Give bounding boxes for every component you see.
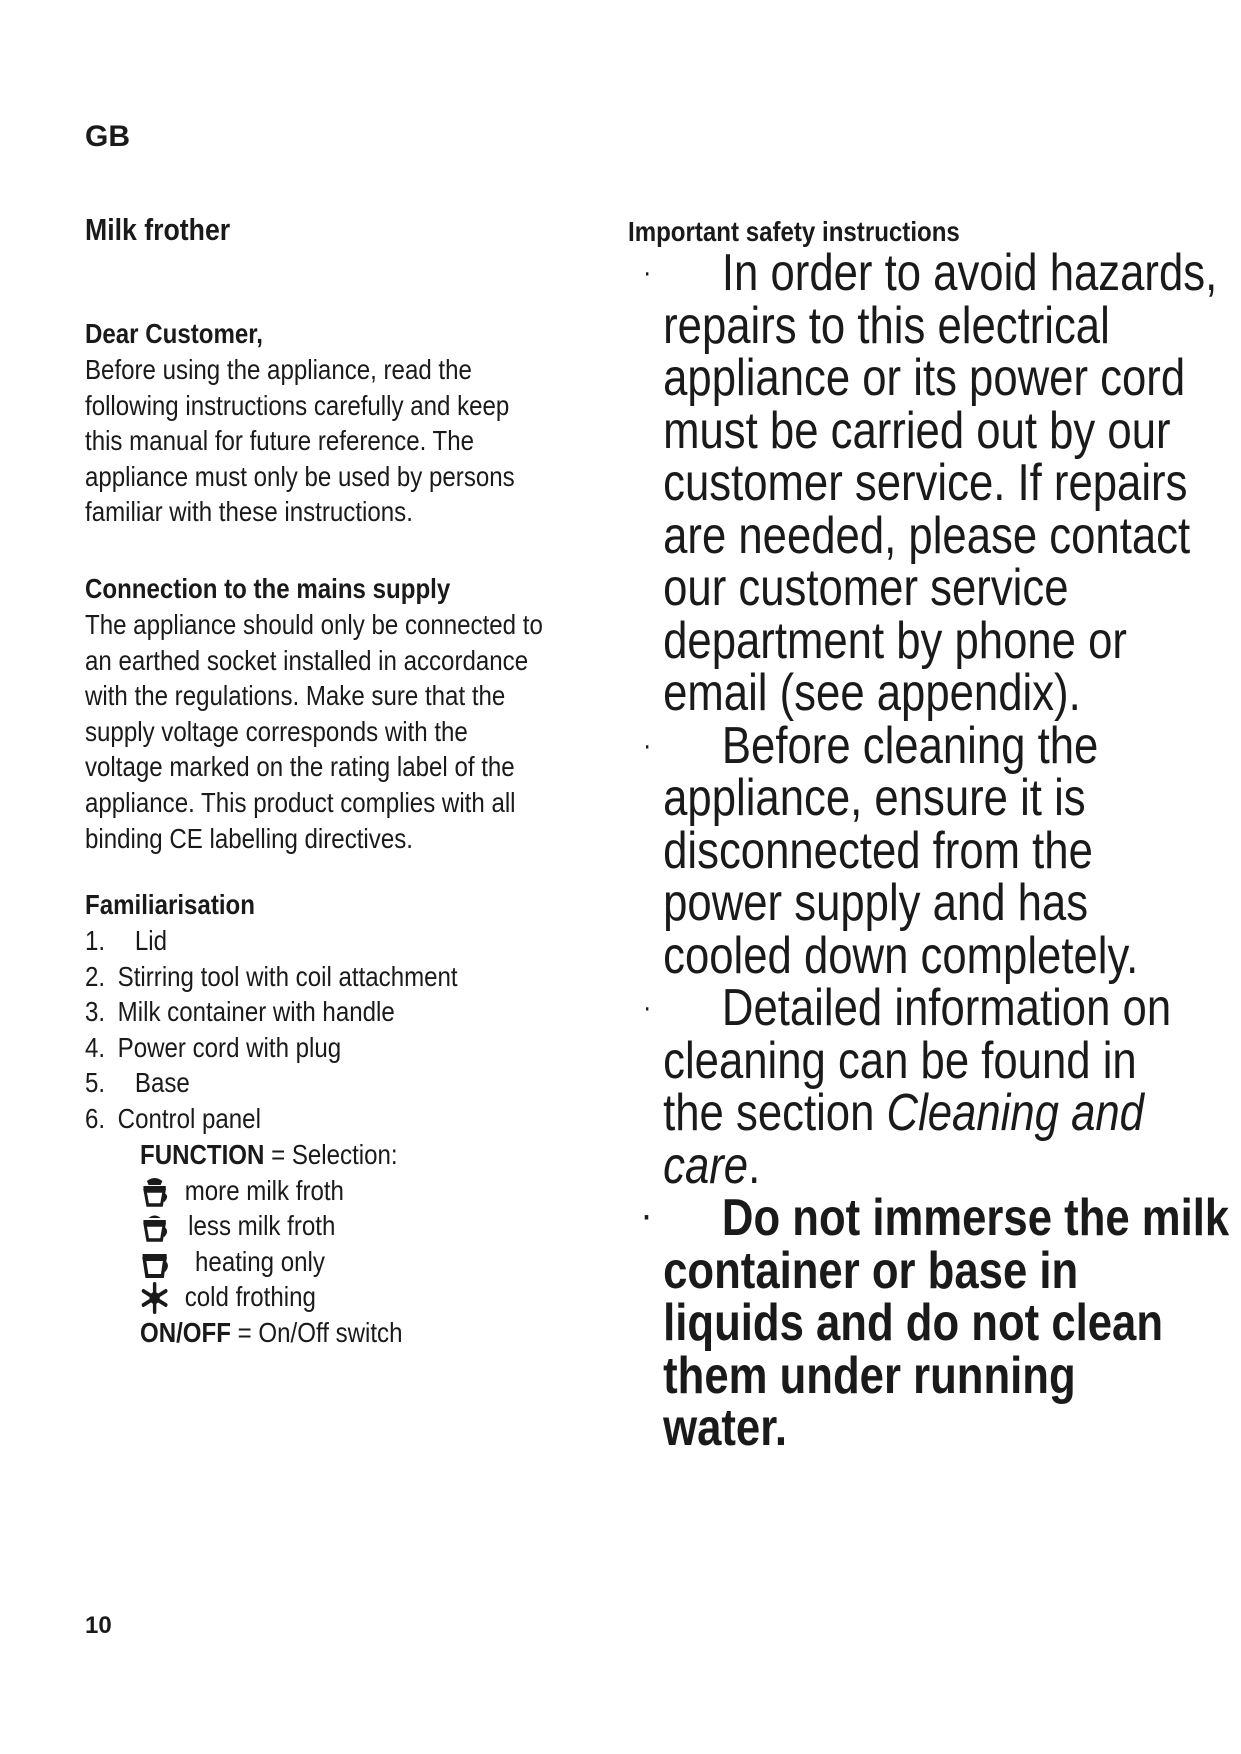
bullet-line: customer service. If repairs: [663, 454, 1188, 512]
language-code: GB: [85, 120, 130, 153]
bullet-dot: ·: [642, 728, 652, 762]
bullet-line: liquids and do not clean: [663, 1294, 1164, 1352]
bullet-line: them under running: [663, 1346, 1076, 1405]
safety-bullets: [642, 244, 1230, 1457]
bullet-line: Do not immerse the milk: [721, 1189, 1230, 1247]
connection-section: [85, 573, 625, 856]
familiarisation-heading: Familiarisation: [85, 889, 255, 920]
page-number: 10: [85, 1612, 112, 1639]
bullet-line: repairs to this electrical: [663, 296, 1110, 355]
mode-row: [140, 1244, 501, 1280]
bullet-line: container or base in: [663, 1241, 1079, 1300]
text-line: appliance. This product complies with all: [85, 786, 516, 818]
text-line: with the regulations. Make sure that the: [85, 680, 506, 712]
list-item: 5. Base: [85, 1067, 190, 1099]
bullet-line: power supply and has: [663, 874, 1089, 932]
text-line: appliance must only be used by persons: [85, 460, 515, 492]
text-line: supply voltage corresponds with the: [85, 715, 468, 747]
bullet-dot: ·: [642, 1201, 652, 1234]
cup-high-froth-icon: [140, 1175, 169, 1209]
bullet-line: Detailed information on: [721, 979, 1172, 1037]
text-line: voltage marked on the rating label of the: [85, 751, 515, 783]
text-line: familiar with these instructions.: [85, 496, 413, 528]
list-item: 3. Milk container with handle: [85, 996, 395, 1028]
section-reference: care: [663, 1136, 749, 1195]
cup-heat-icon: [140, 1246, 169, 1280]
text-line: an earthed socket installed in accordance: [85, 644, 529, 676]
bullet-line: department by phone or: [663, 611, 1127, 670]
function-row: [140, 1137, 501, 1173]
bullet-line: appliance, ensure it is: [663, 769, 1086, 827]
bullet-line: must be carried out by our: [663, 401, 1171, 460]
snowflake-icon: [140, 1281, 169, 1315]
parts-list: [85, 923, 549, 1137]
mode-label: less milk froth: [188, 1210, 336, 1242]
text-line: binding CE labelling directives.: [85, 822, 413, 854]
bullet-line: care.: [663, 1136, 761, 1195]
bullet-line: cooled down completely.: [663, 926, 1139, 985]
mode-label: more milk froth: [184, 1174, 344, 1206]
mode-row: [140, 1173, 501, 1209]
list-item: 4. Power cord with plug: [85, 1031, 342, 1063]
text-line: Before using the appliance, read the: [85, 354, 472, 385]
cup-low-froth-icon: [140, 1210, 169, 1244]
bullet-line: Before cleaning the: [721, 716, 1099, 775]
safety-heading: Important safety instructions: [628, 216, 960, 247]
mode-label: cold frothing: [184, 1281, 316, 1313]
text-line: following instructions carefully and keep: [85, 389, 510, 421]
list-item: 1. Lid: [85, 925, 168, 956]
control-panel-list: [140, 1137, 501, 1351]
bullet-dot: ·: [642, 991, 652, 1024]
list-item: 2. Stirring tool with coil attachment: [85, 960, 458, 992]
safety-bullet: [642, 244, 1229, 722]
function-key-label: FUNCTION: [140, 1139, 265, 1170]
onoff-key-label: ON/OFF: [140, 1316, 231, 1348]
bullet-line: our customer service: [663, 559, 1069, 617]
section-reference: Cleaning and: [886, 1084, 1144, 1142]
dear-customer-heading: Dear Customer,: [85, 318, 263, 349]
familiarisation-section: [85, 889, 625, 1137]
safety-bullet: [642, 716, 1229, 985]
onoff-description: = On/Off switch: [230, 1316, 403, 1348]
mode-row: [140, 1279, 501, 1315]
text-line: The appliance should only be connected to: [85, 609, 543, 640]
bullet-line: appliance or its power cord: [663, 349, 1186, 407]
mode-row: [140, 1208, 501, 1244]
dear-customer-section: [85, 318, 625, 530]
connection-text: [85, 607, 618, 856]
bullet-line: the section Cleaning and: [663, 1084, 1144, 1142]
safety-bullet: [642, 1189, 1230, 1457]
function-description: = Selection:: [264, 1139, 398, 1170]
bullet-line: In order to avoid hazards,: [721, 244, 1218, 302]
bullet-dot: ·: [642, 256, 652, 289]
dear-customer-text: [85, 352, 618, 530]
bullet-line: disconnected from the: [663, 821, 1093, 880]
bullet-line: email (see appendix).: [663, 664, 1081, 722]
onoff-row: [140, 1315, 501, 1351]
bullet-line: water.: [663, 1399, 787, 1457]
list-item: 6. Control panel: [85, 1102, 261, 1134]
bullet-line: are needed, please contact: [663, 506, 1191, 565]
bullet-line: cleaning can be found in: [663, 1031, 1137, 1090]
connection-heading: Connection to the mains supply: [85, 573, 451, 604]
safety-bullet: [642, 979, 1229, 1195]
page-title: Milk frother: [85, 212, 231, 247]
text-line: this manual for future reference. The: [85, 425, 475, 457]
mode-label: heating only: [195, 1245, 325, 1277]
